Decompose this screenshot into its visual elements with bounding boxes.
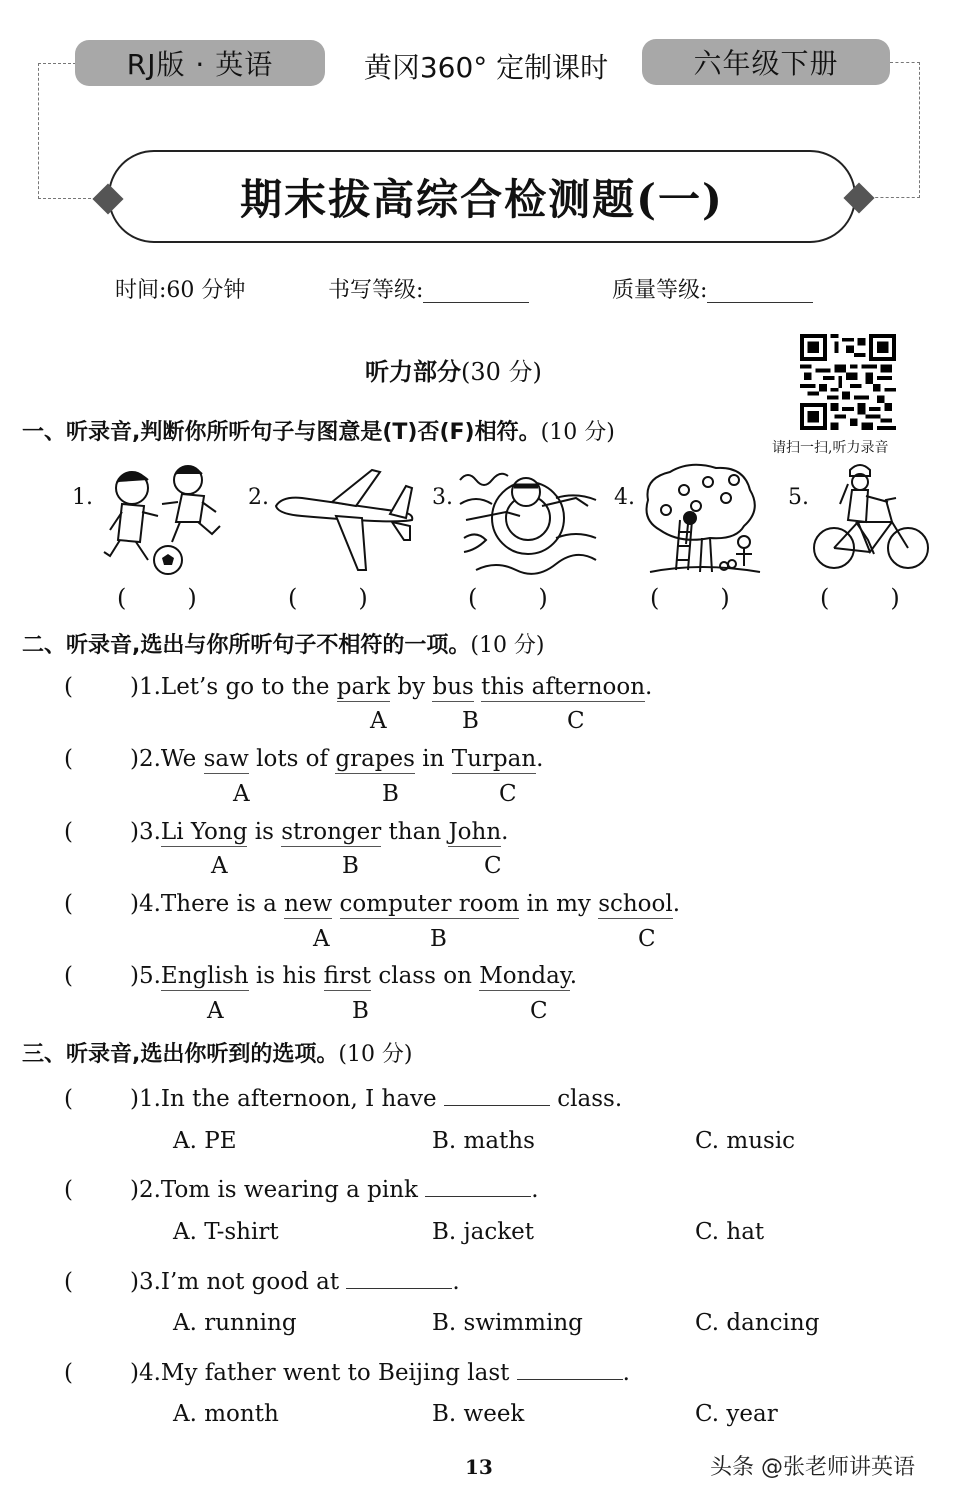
option-letter-b: B	[430, 926, 447, 952]
question-row	[64, 819, 508, 851]
option-c-text: Monday	[479, 963, 570, 989]
question-number: )2.	[130, 746, 161, 772]
text: in my	[519, 891, 599, 917]
option-b-text: stronger	[281, 819, 382, 845]
page-number: 13	[465, 1455, 493, 1479]
text: lots of	[248, 746, 336, 772]
dashed-connector	[38, 63, 76, 64]
listening-title-text: 听力部分	[365, 357, 461, 386]
picture-number: 3.	[432, 485, 453, 510]
grade-badge: 六年级下册	[642, 39, 890, 85]
qr-caption: 请扫一扫,听力录音	[772, 440, 889, 456]
question-number: )1.	[130, 674, 161, 700]
option-b-text: first	[323, 963, 372, 989]
option-letter-b: B	[352, 998, 369, 1024]
answer-bracket[interactable]: ( )	[288, 584, 368, 612]
question-number: )3.	[130, 819, 161, 845]
text: .	[501, 819, 509, 845]
option-c-text: this afternoon	[481, 674, 646, 700]
section-1-heading-text: 一、听录音,判断你所听句子与图意是(T)否(F)相符。	[22, 420, 541, 445]
text: in	[414, 746, 452, 772]
text: .	[536, 746, 544, 772]
option-a-text: new	[284, 891, 333, 917]
question-number: )5.	[130, 963, 161, 989]
question-number: )4.	[130, 1360, 161, 1386]
kids-playing-football-icon	[100, 460, 230, 580]
answer-paren[interactable]: (	[64, 1086, 73, 1112]
dashed-connector	[38, 63, 39, 199]
option-letter-c: C	[567, 708, 585, 734]
series-title: 黄冈360° 定制课时	[363, 51, 609, 84]
answer-paren[interactable]: (	[64, 746, 73, 772]
option-b-text: computer room	[339, 891, 520, 917]
question-row	[64, 1356, 630, 1388]
option-a-text: park	[336, 674, 391, 700]
option-a-text: saw	[203, 746, 249, 772]
quality-grade	[612, 270, 813, 306]
section-1-points: (10 分)	[540, 420, 615, 445]
answer-bracket[interactable]: ( )	[117, 584, 197, 612]
question-row	[64, 891, 680, 923]
fill-blank[interactable]	[517, 1356, 623, 1380]
option-c-text: school	[598, 891, 673, 917]
answer-paren[interactable]: (	[64, 674, 73, 700]
picking-apples-icon	[640, 460, 765, 580]
quality-grade-blank[interactable]	[707, 273, 813, 303]
section-3-points: (10 分)	[338, 1042, 413, 1067]
question-row	[64, 1173, 539, 1205]
picture-number: 5.	[788, 485, 809, 510]
text: than	[381, 819, 449, 845]
question-text: I’m not good at	[160, 1269, 347, 1295]
option-a-text: Li Yong	[160, 819, 248, 845]
text: .	[672, 891, 681, 917]
answer-paren[interactable]: (	[64, 1269, 73, 1295]
answer-paren[interactable]: (	[64, 1360, 73, 1386]
qr-code-icon[interactable]	[800, 334, 896, 430]
question-row	[64, 1082, 622, 1114]
question-row	[64, 674, 652, 706]
text: is	[247, 819, 282, 845]
fill-blank[interactable]	[425, 1173, 531, 1197]
dashed-connector	[919, 62, 920, 198]
girl-riding-bike-icon	[812, 460, 932, 580]
option-letter-b: B	[342, 853, 359, 879]
option-letter-c: C	[484, 853, 502, 879]
answer-bracket[interactable]: ( )	[650, 584, 730, 612]
exam-time: 时间:60 分钟	[115, 277, 246, 303]
airplane-icon	[272, 460, 422, 580]
picture-number: 2.	[248, 485, 269, 510]
question-number: )3.	[130, 1269, 161, 1295]
question-text: .	[622, 1360, 630, 1386]
question-text: class.	[549, 1086, 623, 1112]
text	[332, 891, 339, 917]
listening-points: (30 分)	[461, 358, 542, 386]
question-row	[64, 1265, 460, 1297]
edition-subject-badge: RJ版 · 英语	[75, 40, 325, 86]
option-letter-c: C	[499, 781, 517, 807]
text: .	[569, 963, 578, 989]
page-title: 期末拔高综合检测题(一)	[240, 174, 724, 224]
section-2-heading	[22, 628, 545, 659]
option-letter-a: A	[313, 926, 330, 952]
dashed-connector	[38, 198, 96, 199]
dashed-connector	[890, 62, 920, 63]
picture-number: 1.	[72, 485, 93, 510]
option-a[interactable]: A. T-shirt	[173, 1219, 279, 1245]
option-letter-c: C	[638, 926, 656, 952]
question-number: )4.	[130, 891, 161, 917]
writing-grade-blank[interactable]	[423, 273, 529, 303]
option-b[interactable]: B. jacket	[432, 1219, 535, 1245]
text: by	[390, 674, 433, 700]
option-a[interactable]: A. PE	[173, 1128, 237, 1154]
writing-grade	[328, 270, 529, 306]
option-letter-a: A	[233, 781, 250, 807]
section-3-heading	[22, 1037, 413, 1068]
question-text: In the afternoon, I have	[160, 1086, 444, 1112]
option-letter-a: A	[211, 853, 228, 879]
question-text: .	[531, 1177, 539, 1203]
section-1-heading	[22, 415, 615, 446]
option-c[interactable]: C. music	[695, 1128, 796, 1154]
listening-part-title	[365, 352, 542, 387]
answer-paren[interactable]: (	[64, 891, 73, 917]
text: There is a	[160, 891, 285, 917]
option-letter-b: B	[382, 781, 399, 807]
option-b[interactable]: B. maths	[432, 1128, 535, 1154]
answer-bracket[interactable]: ( )	[820, 584, 900, 612]
dashed-connector	[870, 197, 920, 198]
option-b-text: bus	[432, 674, 474, 700]
text: is his	[248, 963, 324, 989]
option-a-text: English	[160, 963, 249, 989]
text: class on	[371, 963, 480, 989]
section-2-points: (10 分)	[470, 633, 545, 658]
option-letter-b: B	[462, 708, 479, 734]
option-letter-a: A	[370, 708, 387, 734]
question-number: )1.	[130, 1086, 161, 1112]
option-c-text: John	[448, 819, 502, 845]
fill-blank[interactable]	[346, 1265, 452, 1289]
option-a[interactable]: A. running	[173, 1310, 297, 1336]
option-c-text: Turpan	[451, 746, 537, 772]
question-row	[64, 746, 543, 778]
option-a[interactable]: A. month	[173, 1401, 279, 1427]
text: We	[160, 746, 204, 772]
answer-paren[interactable]: (	[64, 1177, 73, 1203]
option-c[interactable]: C. dancing	[695, 1310, 820, 1336]
option-c[interactable]: C. hat	[695, 1219, 765, 1245]
picture-number: 4.	[614, 485, 635, 510]
section-3-heading-text: 三、听录音,选出你听到的选项。	[22, 1042, 339, 1067]
answer-paren[interactable]: (	[64, 819, 73, 845]
watermark: 头条 @张老师讲英语	[710, 1455, 915, 1480]
option-letter-a: A	[207, 998, 224, 1024]
option-letter-c: C	[530, 998, 548, 1024]
writing-grade-label: 书写等级:	[328, 277, 424, 303]
text: .	[645, 674, 653, 700]
question-text: .	[452, 1269, 460, 1295]
section-2-heading-text: 二、听录音,选出与你所听句子不相符的一项。	[22, 633, 471, 658]
option-b[interactable]: B. swimming	[432, 1310, 583, 1336]
question-row	[64, 963, 577, 995]
text: Let’s go to the	[160, 674, 337, 700]
question-text: My father went to Beijing last	[160, 1360, 517, 1386]
option-b[interactable]: B. week	[432, 1401, 525, 1427]
fill-blank[interactable]	[444, 1082, 550, 1106]
answer-bracket[interactable]: ( )	[468, 584, 548, 612]
quality-grade-label: 质量等级:	[612, 277, 708, 303]
option-b-text: grapes	[335, 746, 415, 772]
option-c[interactable]: C. year	[695, 1401, 778, 1427]
question-text: Tom is wearing a pink	[160, 1177, 426, 1203]
question-number: )2.	[130, 1177, 161, 1203]
boy-swimming-icon	[456, 460, 601, 580]
answer-paren[interactable]: (	[64, 963, 73, 989]
